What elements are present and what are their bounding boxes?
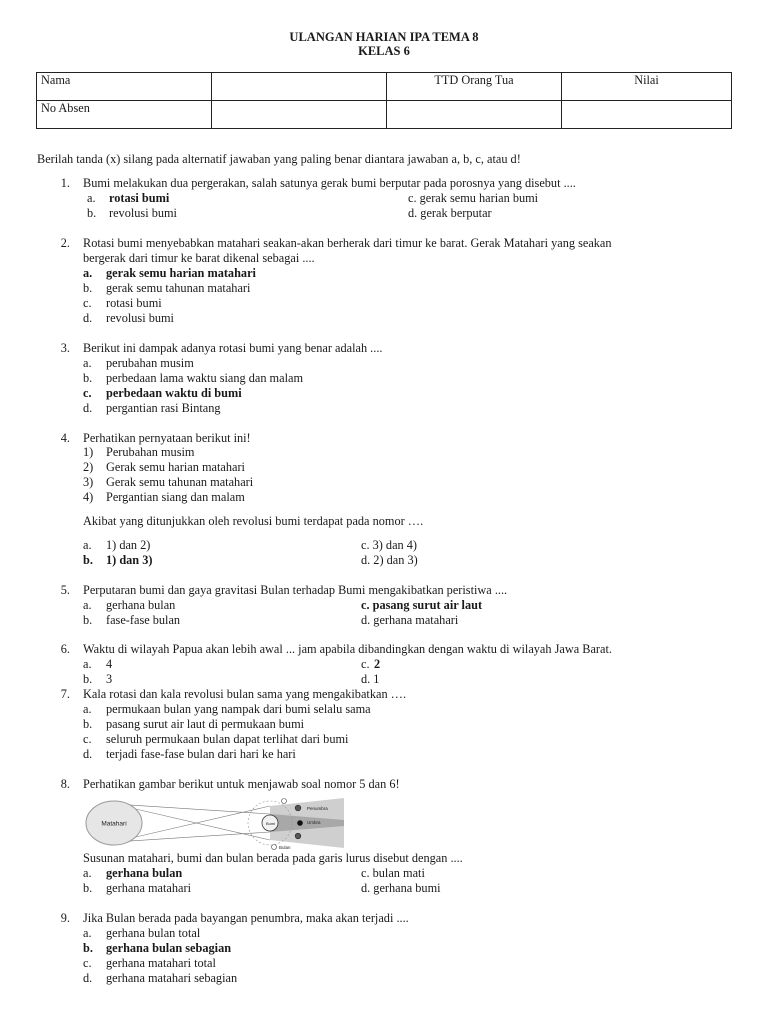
- moon-penumbra-icon: [295, 805, 301, 811]
- option-a[interactable]: perubahan musim: [106, 356, 194, 370]
- statement-number: 1): [83, 445, 94, 459]
- question-text: bergerak dari timur ke barat dikenal sebagai ....: [83, 251, 315, 265]
- option-letter: c.: [83, 956, 92, 970]
- option-d[interactable]: d. 2) dan 3): [361, 553, 418, 567]
- option-b[interactable]: pasang surut air laut di permukaan bumi: [106, 717, 305, 731]
- nilai-field[interactable]: [562, 101, 732, 129]
- option-d[interactable]: revolusi bumi: [106, 311, 174, 325]
- option-c[interactable]: seluruh permukaan bulan dapat terlihat dari bumi: [106, 732, 349, 746]
- absen-field[interactable]: [212, 101, 387, 129]
- option-d[interactable]: pergantian rasi Bintang: [106, 401, 221, 415]
- nama-field[interactable]: [212, 73, 387, 101]
- eclipse-diagram: [84, 794, 346, 852]
- option-letter: c.: [361, 657, 370, 671]
- question-text: Kala rotasi dan kala revolusi bulan sama yang mengakibatkan ….: [83, 687, 407, 701]
- option-a[interactable]: gerhana bulan: [106, 598, 176, 612]
- option-letter: b.: [83, 281, 93, 295]
- page-subtitle: KELAS 6: [358, 44, 410, 58]
- option-c[interactable]: rotasi bumi: [106, 296, 162, 310]
- option-b[interactable]: 1) dan 3): [106, 553, 153, 567]
- option-b[interactable]: gerhana bulan sebagian: [106, 941, 232, 955]
- question-number: 1.: [60, 176, 70, 190]
- option-letter: a.: [83, 657, 92, 671]
- option-letter: b.: [83, 371, 93, 385]
- question-number: 9.: [60, 911, 70, 925]
- option-letter: b.: [83, 672, 93, 686]
- option-a[interactable]: 4: [106, 657, 113, 671]
- question-number: 7.: [60, 687, 70, 701]
- option-letter: b.: [83, 941, 93, 955]
- question-number: 6.: [60, 642, 70, 656]
- option-letter: b.: [83, 881, 93, 895]
- question-text: Rotasi bumi menyebabkan matahari seakan-akan berherak dari timur ke barat. Gerak Matahari yang seakan: [83, 236, 612, 250]
- moon-penumbra-lower-icon: [295, 833, 301, 839]
- moon-top-icon: [282, 799, 287, 804]
- option-letter: a.: [83, 356, 92, 370]
- question-text: Akibat yang ditunjukkan oleh revolusi bumi terdapat pada nomor ….: [83, 514, 424, 528]
- question-number: 8.: [60, 777, 70, 791]
- statement-number: 3): [83, 475, 94, 489]
- option-d[interactable]: d. gerhana bumi: [361, 881, 441, 895]
- option-a[interactable]: gerak semu harian matahari: [106, 266, 256, 280]
- option-c[interactable]: c. bulan mati: [361, 866, 425, 880]
- option-d[interactable]: d. 1: [361, 672, 380, 686]
- option-letter: a.: [83, 266, 93, 280]
- question-text: Perhatikan pernyataan berikut ini!: [83, 431, 251, 445]
- statement: Gerak semu tahunan matahari: [106, 475, 254, 489]
- page-title: ULANGAN HARIAN IPA TEMA 8: [289, 30, 479, 44]
- option-d[interactable]: gerhana matahari sebagian: [106, 971, 238, 985]
- penumbra-label: Penumbra: [307, 806, 328, 811]
- option-letter: c.: [83, 296, 92, 310]
- statement: Gerak semu harian matahari: [106, 460, 245, 474]
- question-text: Perputaran bumi dan gaya gravitasi Bulan terhadap Bumi mengakibatkan peristiwa ....: [83, 583, 508, 597]
- statement: Pergantian siang dan malam: [106, 490, 245, 504]
- option-letter: a.: [83, 598, 92, 612]
- option-letter: d.: [83, 747, 93, 761]
- option-c[interactable]: 2: [374, 657, 381, 671]
- question-text: Waktu di wilayah Papua akan lebih awal ... jam apabila dibandingkan dengan waktu di wilayah Jawa Barat.: [83, 642, 612, 656]
- option-letter: d.: [83, 311, 93, 325]
- option-letter: a.: [83, 538, 92, 552]
- option-c[interactable]: c. gerak semu harian bumi: [408, 191, 539, 205]
- instruction: Berilah tanda (x) silang pada alternatif jawaban yang paling benar diantara jawaban a, b, c, atau d!: [37, 152, 521, 166]
- option-a[interactable]: permukaan bulan yang nampak dari bumi selalu sama: [106, 702, 371, 716]
- question-number: 4.: [60, 431, 70, 445]
- nama-label: Nama: [37, 73, 212, 101]
- question-number: 5.: [60, 583, 70, 597]
- option-a[interactable]: rotasi bumi: [109, 191, 170, 205]
- option-letter: d.: [83, 971, 93, 985]
- question-text: Perhatikan gambar berikut untuk menjawab soal nomor 5 dan 6!: [83, 777, 400, 791]
- sun-label: Matahari: [101, 820, 127, 828]
- option-letter: c.: [83, 386, 92, 400]
- option-letter: a.: [83, 702, 92, 716]
- option-a[interactable]: 1) dan 2): [106, 538, 151, 552]
- option-c[interactable]: c. pasang surut air laut: [361, 598, 483, 612]
- option-letter: c.: [83, 732, 92, 746]
- question-text: Berikut ini dampak adanya rotasi bumi yang benar adalah ....: [83, 341, 383, 355]
- option-a[interactable]: gerhana bulan: [106, 866, 183, 880]
- moon-bottom-icon: [272, 845, 277, 850]
- question-text: Susunan matahari, bumi dan bulan berada pada garis lurus disebut dengan ....: [83, 851, 463, 865]
- question-number: 2.: [60, 236, 70, 250]
- option-letter: b.: [87, 206, 97, 220]
- statement: Perubahan musim: [106, 445, 195, 459]
- option-letter: b.: [83, 553, 93, 567]
- option-d[interactable]: d. gerak berputar: [408, 206, 492, 220]
- identity-table: [36, 72, 732, 129]
- option-letter: a.: [87, 191, 96, 205]
- option-c[interactable]: c. 3) dan 4): [361, 538, 417, 552]
- absen-label: No Absen: [37, 101, 212, 129]
- option-d[interactable]: d. gerhana matahari: [361, 613, 459, 627]
- question-text: Bumi melakukan dua pergerakan, salah satunya gerak bumi berputar pada porosnya yang disebut ....: [83, 176, 576, 190]
- moon-label: Bulan: [279, 845, 291, 850]
- option-b[interactable]: revolusi bumi: [109, 206, 177, 220]
- question-number: 3.: [60, 341, 70, 355]
- option-a[interactable]: gerhana bulan total: [106, 926, 201, 940]
- nilai-label: Nilai: [562, 73, 732, 101]
- option-b[interactable]: 3: [106, 672, 113, 686]
- statement-number: 4): [83, 490, 94, 504]
- option-letter: a.: [83, 866, 92, 880]
- option-d[interactable]: terjadi fase-fase bulan dari hari ke hari: [106, 747, 296, 761]
- ttd-field[interactable]: [387, 101, 562, 129]
- earth-label: Bumi: [266, 821, 276, 826]
- option-b[interactable]: fase-fase bulan: [106, 613, 181, 627]
- statement-number: 2): [83, 460, 94, 474]
- option-b[interactable]: gerhana matahari: [106, 881, 192, 895]
- option-letter: b.: [83, 717, 93, 731]
- option-letter: b.: [83, 613, 93, 627]
- question-text: Jika Bulan berada pada bayangan penumbra, maka akan terjadi ....: [83, 911, 409, 925]
- ttd-label: TTD Orang Tua: [387, 73, 562, 101]
- option-letter: d.: [83, 401, 93, 415]
- moon-umbra-icon: [297, 820, 303, 826]
- option-c[interactable]: gerhana matahari total: [106, 956, 216, 970]
- option-b[interactable]: perbedaan lama waktu siang dan malam: [106, 371, 304, 385]
- umbra-label: Umbra: [307, 820, 321, 825]
- option-b[interactable]: gerak semu tahunan matahari: [106, 281, 251, 295]
- option-letter: a.: [83, 926, 92, 940]
- option-c[interactable]: perbedaan waktu di bumi: [106, 386, 242, 400]
